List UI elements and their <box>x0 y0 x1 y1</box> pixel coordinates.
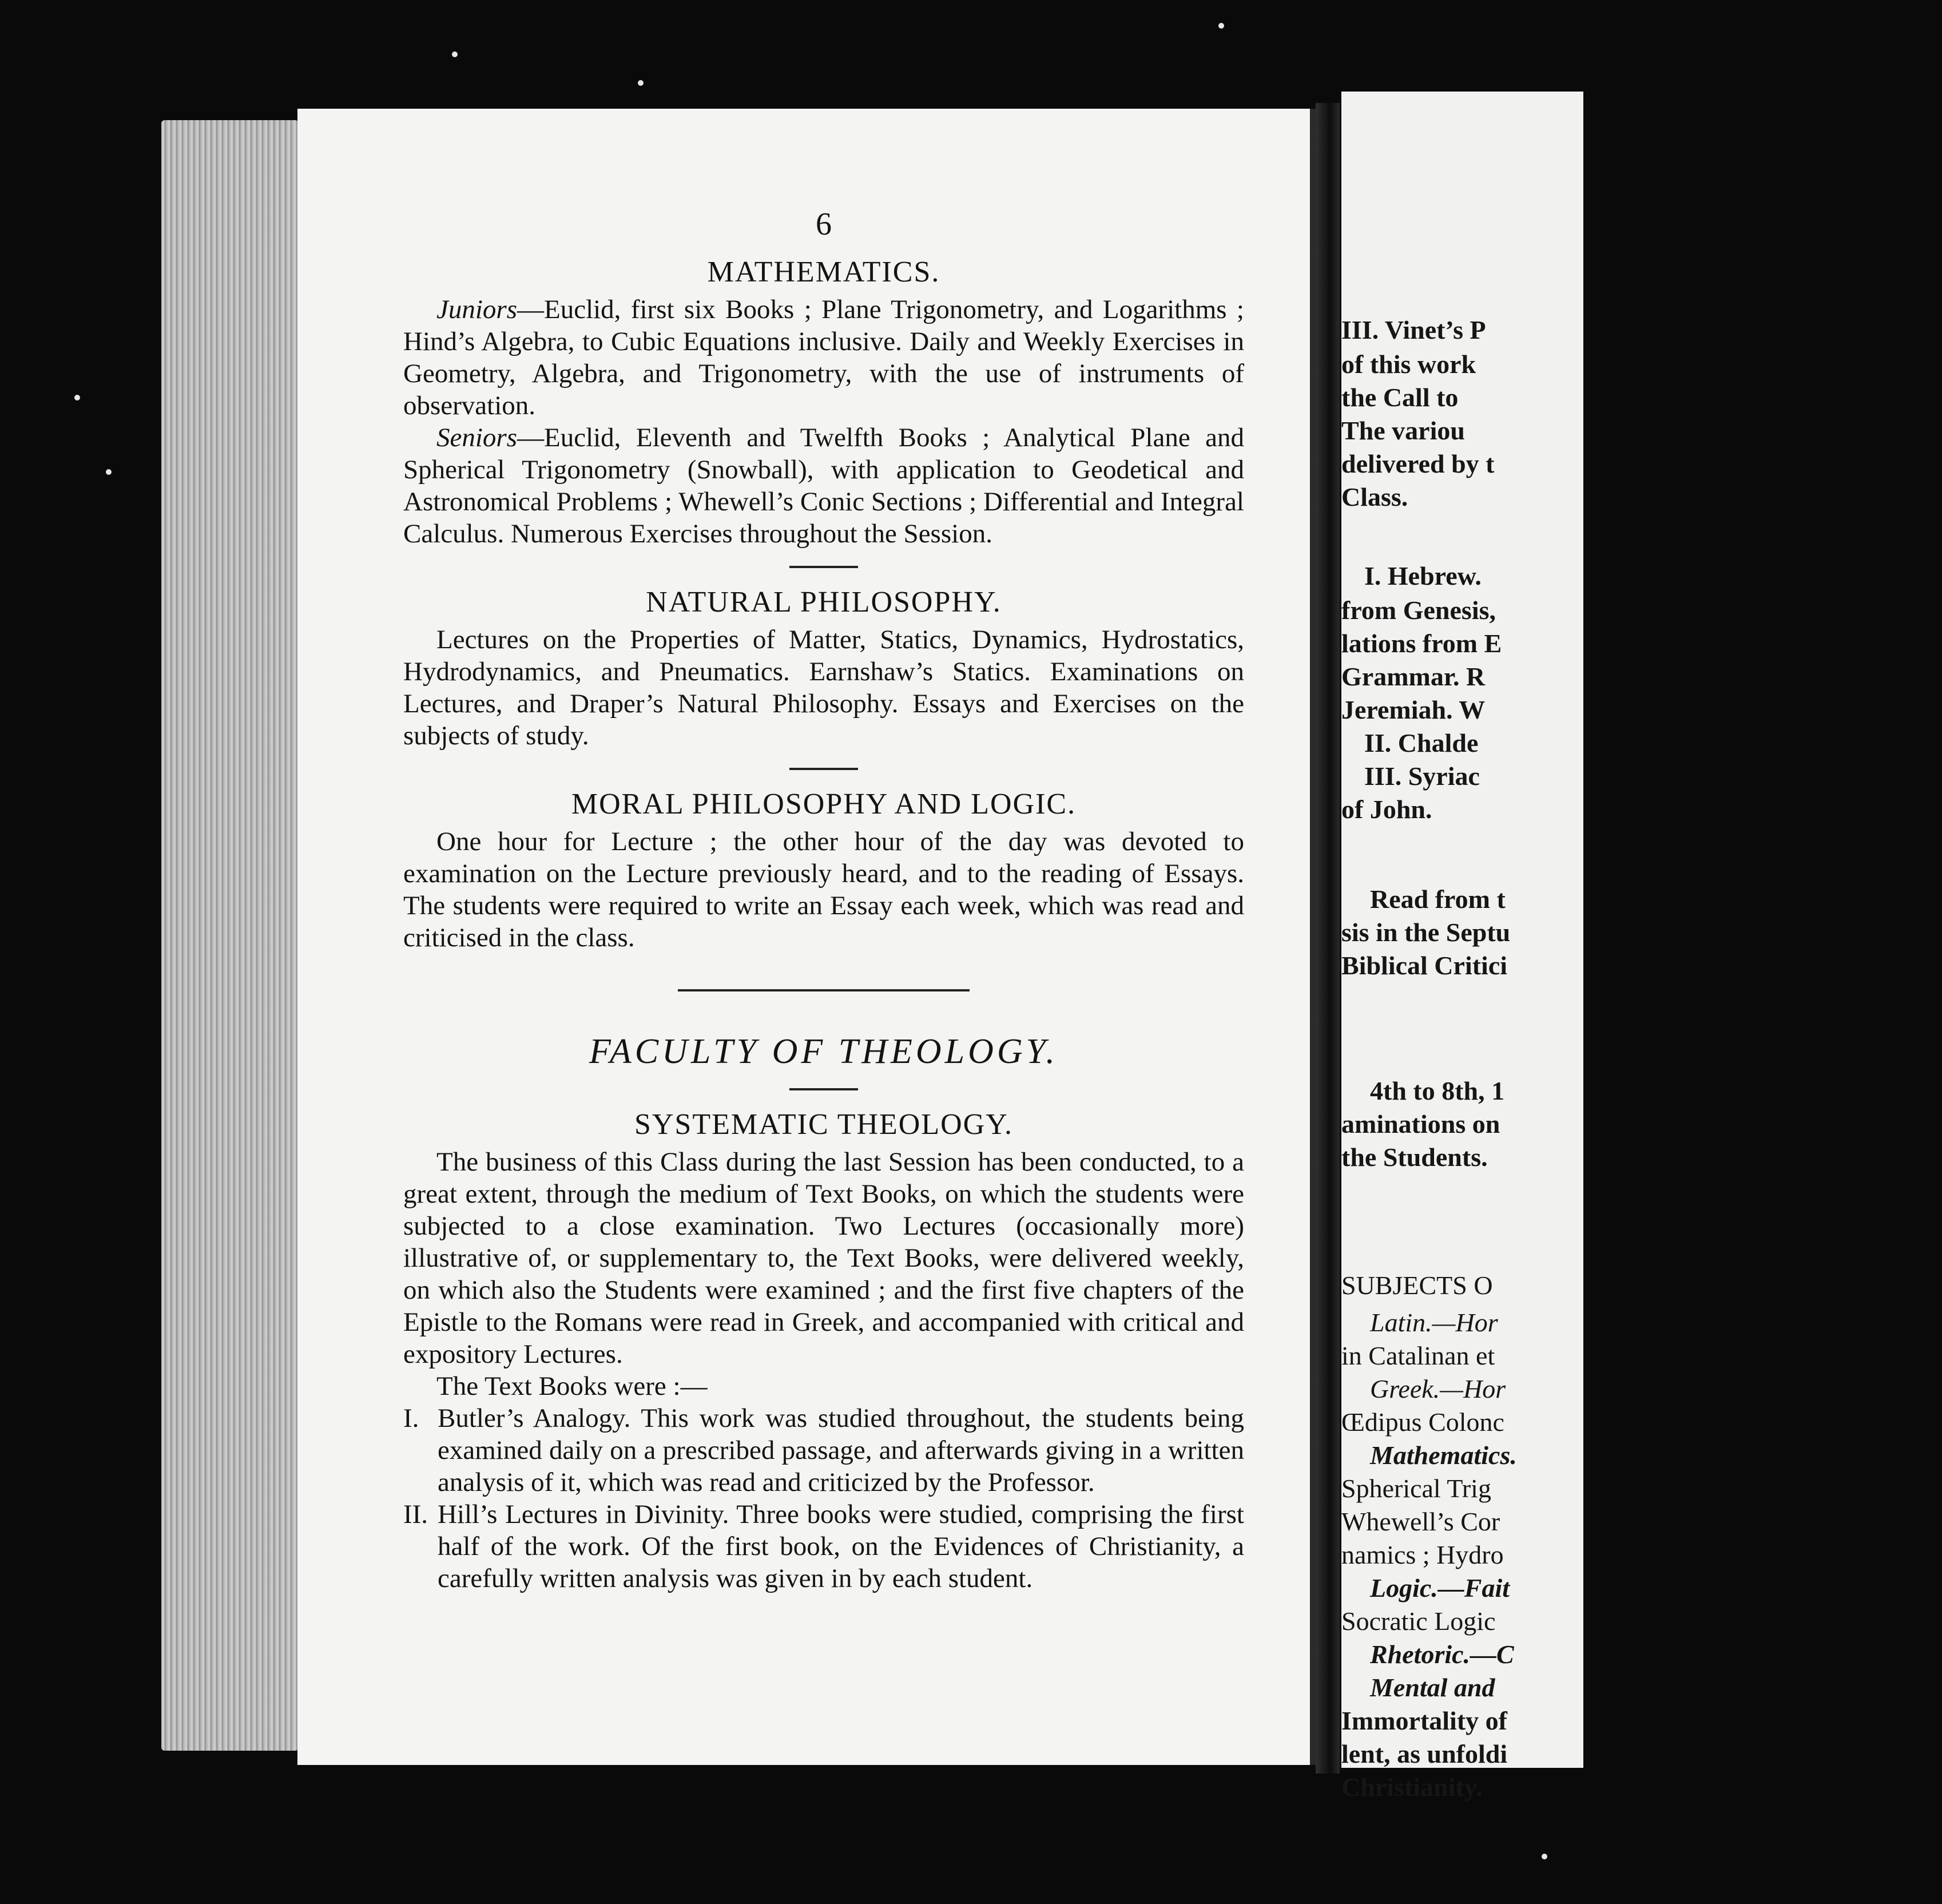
right-page <box>1341 92 1583 1802</box>
right-page-line: of John. <box>1341 795 1432 824</box>
mathematics-heading: MATHEMATICS. <box>707 256 940 288</box>
right-page-line: 4th to 8th, 1 <box>1370 1076 1505 1105</box>
textbook-text: Hill’s Lectures in Divinity. Three books were studied, comprising the first half of the work. Of the first book, on the Evidences of Christianity, a carefully written analysis was given in by each student. <box>438 1500 1244 1593</box>
scan-speck <box>1542 1854 1547 1859</box>
right-page-line: delivered by t <box>1341 449 1495 478</box>
book-fore-edge <box>161 120 299 1751</box>
page-number: 6 <box>816 207 832 242</box>
right-page-line: Socratic Logic <box>1341 1606 1496 1636</box>
seniors-text: —Euclid, Eleventh and Twelfth Books ; Analytical Plane and Spherical Trigonometry (Snowball), with application to Geodetical and Astronomical Problems ; Whewell’s Conic Sections ; Differential and Integral Calculus. Numerous Exercises throughout the Session. <box>403 423 1244 549</box>
right-page-line: I. Hebrew. <box>1364 561 1482 590</box>
right-page-line: lations from E <box>1341 629 1502 658</box>
right-page-line: lent, as unfoldi <box>1341 1739 1508 1768</box>
right-page-line: Biblical Critici <box>1341 951 1508 980</box>
right-page-line: III. Syriac <box>1364 761 1480 791</box>
textbook-number: I. <box>403 1403 419 1433</box>
right-page-line: Grammar. R <box>1341 662 1486 691</box>
right-page-line: II. Chalde <box>1364 728 1479 757</box>
textbook-number: II. <box>403 1500 428 1529</box>
right-page-line: in Catalinan et <box>1341 1341 1495 1370</box>
faculty-divider <box>678 989 970 991</box>
textbook-text: Butler’s Analogy. This work was studied throughout, the students being examined daily on a prescribed passage, and afterwards giving in a written analysis of it, which was read and criticized by the Professor. <box>438 1403 1244 1497</box>
scan-speck <box>638 80 644 86</box>
scan-speck <box>1218 23 1224 29</box>
section-divider <box>789 768 858 770</box>
textbook-item <box>403 1498 1244 1594</box>
right-page-line: Œdipus Colonc <box>1341 1407 1504 1437</box>
section-divider <box>789 566 858 568</box>
right-page-line: Logic.—Fait <box>1370 1573 1510 1602</box>
right-page-line: the Students. <box>1341 1143 1488 1172</box>
right-page-line: Immortality of <box>1341 1706 1507 1735</box>
scan-speck <box>74 395 80 400</box>
systematic-theology-text: The business of this Class during the last Session has been conducted, to a great extent, through the medium of Text Books, on which the students were subjected to a close examination. Two Lectures (occasionally more) illustrative of, or supplementary to, the Text Books, were delivered weekly, on which also the Students were examined ; and the first five chapters of the Epistle to the Romans were read in Greek, and accompanied with critical and expository Lectures. <box>403 1147 1244 1369</box>
natural-philosophy-text: Lectures on the Properties of Matter, Statics, Dynamics, Hydrostatics, Hydrodynamics, and Pneumatics. Earnshaw’s Statics. Examinations on Lectures, and Draper’s Natural Philosophy. Essays and Exercises on the subjects of study. <box>403 625 1244 751</box>
right-page-line: Christianity. <box>1341 1772 1483 1802</box>
juniors-text: —Euclid, first six Books ; Plane Trigonometry, and Logarithms ; Hind’s Algebra, to Cubic Equations inclusive. Daily and Weekly Exercises in Geometry, Algebra, and Trigonometry, with the use of instruments of observation. <box>403 295 1244 421</box>
right-page-line: from Genesis, <box>1341 596 1496 625</box>
natural-philosophy-heading: NATURAL PHILOSOPHY. <box>646 586 1002 618</box>
seniors-label: Seniors <box>436 423 517 453</box>
section-divider <box>789 1088 858 1090</box>
right-page-line: Spherical Trig <box>1341 1474 1491 1503</box>
right-page-line: namics ; Hydro <box>1341 1540 1504 1569</box>
right-page-line: Class. <box>1341 482 1408 511</box>
right-page-line: III. Vinet’s P <box>1341 315 1486 344</box>
right-page-line: Latin.—Hor <box>1370 1308 1498 1337</box>
scan-speck <box>106 469 112 475</box>
moral-philosophy-heading: MORAL PHILOSOPHY AND LOGIC. <box>571 788 1077 820</box>
right-page-line: Greek.—Hor <box>1370 1374 1506 1403</box>
right-page-line: aminations on <box>1341 1109 1500 1139</box>
right-page-line: of this work <box>1341 350 1476 379</box>
right-page-line: sis in the Septu <box>1341 918 1511 947</box>
scan-speck <box>452 51 458 57</box>
juniors-label: Juniors <box>436 295 517 324</box>
textbooks-intro: The Text Books were :— <box>436 1371 708 1401</box>
right-page-line: Mathematics. <box>1370 1441 1517 1470</box>
right-page-line: Read from t <box>1370 884 1506 914</box>
juniors-paragraph <box>403 293 1244 422</box>
book-gutter <box>1316 103 1340 1774</box>
textbook-item <box>403 1402 1244 1498</box>
right-page-line: SUBJECTS O <box>1341 1271 1493 1300</box>
right-page-line: Rhetoric.—C <box>1370 1640 1514 1669</box>
left-page-text <box>403 206 1244 1594</box>
systematic-theology-heading: SYSTEMATIC THEOLOGY. <box>634 1108 1014 1141</box>
moral-philosophy-text: One hour for Lecture ; the other hour of the day was devoted to examination on the Lecture previously heard, and to the reading of Essays. The students were required to write an Essay each week, which was read and criticised in the class. <box>403 827 1244 953</box>
right-page-line: the Call to <box>1341 383 1459 412</box>
right-page-line: Mental and <box>1370 1673 1495 1702</box>
right-page-line: The variou <box>1341 416 1465 445</box>
seniors-paragraph <box>403 422 1244 550</box>
right-page-line: Jeremiah. W <box>1341 695 1486 724</box>
faculty-heading: FACULTY OF THEOLOGY. <box>589 1032 1058 1071</box>
right-page-line: Whewell’s Cor <box>1341 1507 1500 1536</box>
